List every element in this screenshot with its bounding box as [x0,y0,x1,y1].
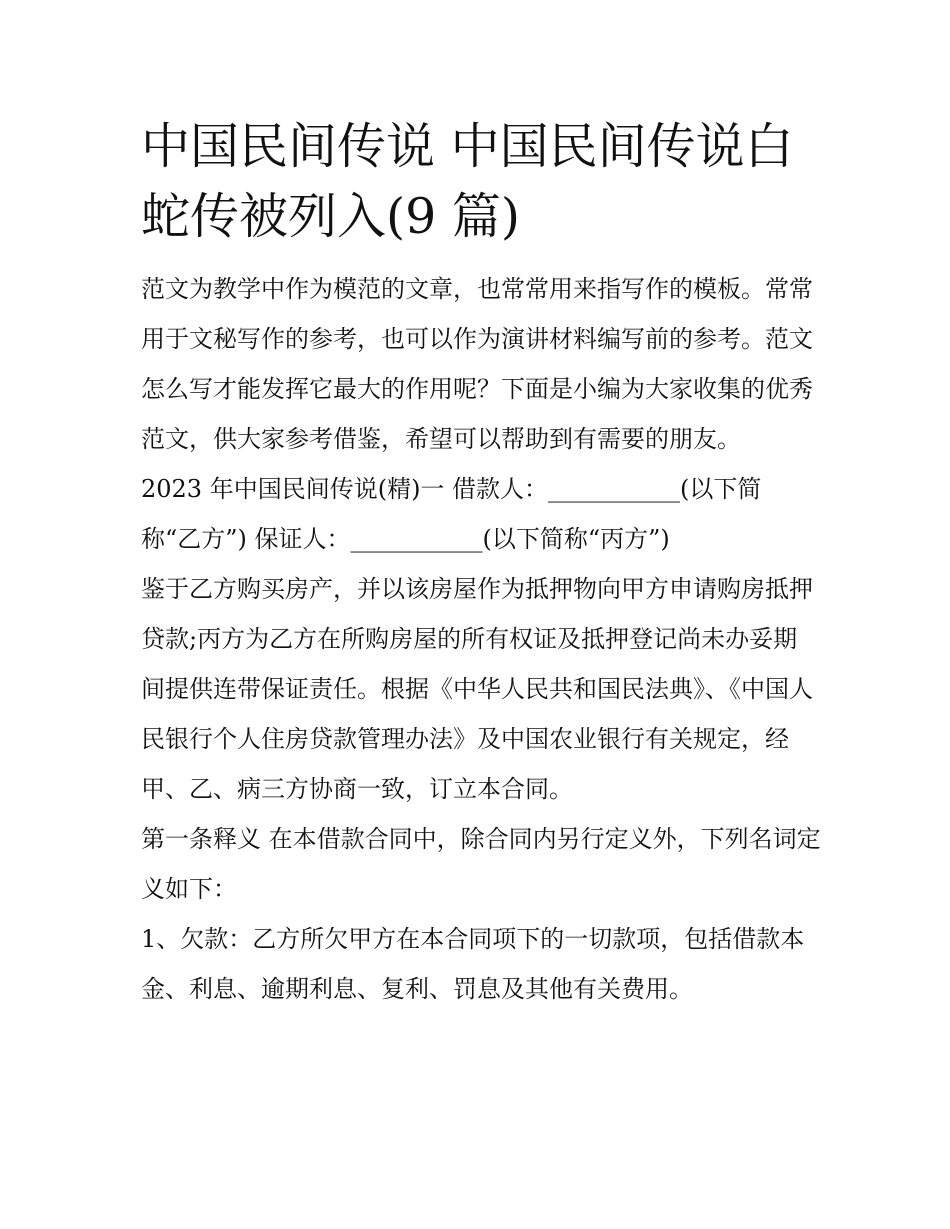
article-one-paragraph: 第一条释义 在本借款合同中，除合同内另行定义外，下列名词定义如下： [141,825,821,903]
whereas-paragraph: 鉴于乙方购买房产，并以该房屋作为抵押物向甲方申请购房抵押贷款;丙方为乙方在所购房屋的所有权证及抵押登记尚未办妥期间提供连带保证责任。根据《中华人民共和国民法典》、《中国人民银行个人住房贷款管理办法》及中国农业银行有关规定，经甲、乙、病三方协商一致，订立本合同。 [141,575,813,803]
borrower-guarantor-paragraph: 2023 年中国民间传说(精)一 借款人：___________(以下简称“乙方”) 保证人：___________(以下简称“丙方”) [141,475,762,553]
intro-paragraph: 范文为教学中作为模范的文章，也常常用来指写作的模板。常常用于文秘写作的参考，也可以作为演讲材料编写前的参考。范文怎么写才能发挥它最大的作用呢？下面是小编为大家收集的优秀范文，供大家参考借鉴，希望可以帮助到有需要的朋友。 [141,275,813,453]
definition-debt-paragraph: 1、欠款：乙方所欠甲方在本合同项下的一切款项，包括借款本金、利息、逾期利息、复利、罚息及其他有关费用。 [141,925,805,1003]
document-body [141,264,821,1014]
document-page [141,112,821,1014]
document-title: 中国民间传说 中国民间传说白蛇传被列入(9 篇) [141,118,794,245]
